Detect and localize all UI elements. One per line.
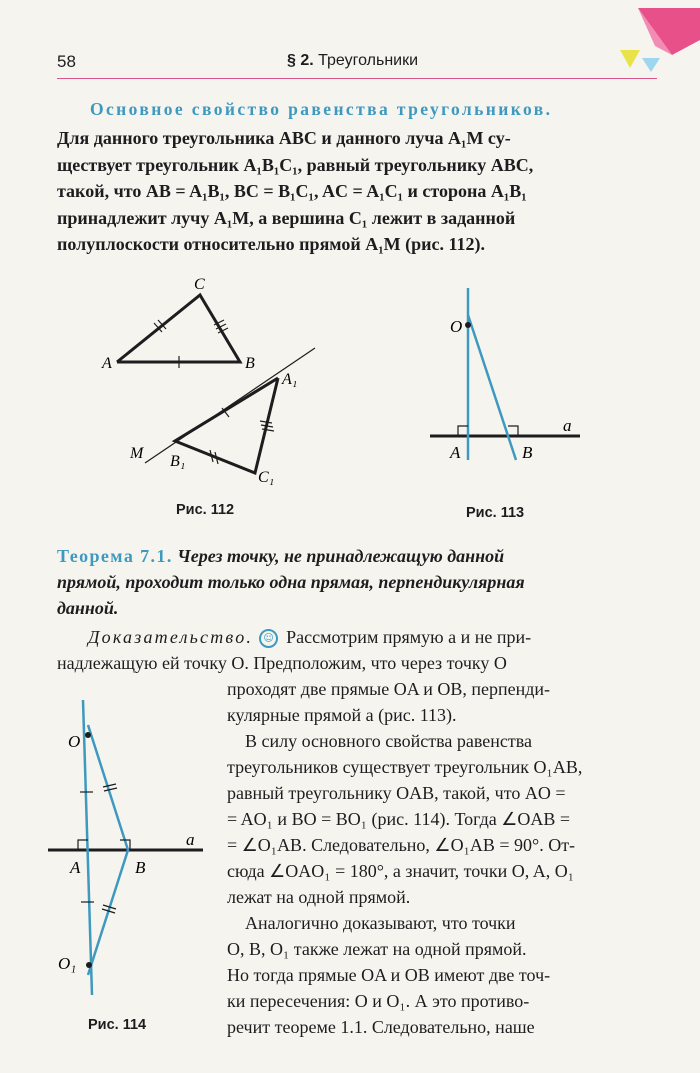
header-divider xyxy=(57,78,657,79)
proof-line: ки пересечения: O и O₁. А это противо- xyxy=(227,991,530,1011)
page-number: 58 xyxy=(57,52,76,71)
fig113-label-o: O xyxy=(450,317,463,336)
fig112-label-a1: A₁ xyxy=(282,371,298,388)
proof-full-line: надлежащую ей точку O. Предположим, что через точку O xyxy=(57,653,507,673)
figure-114 xyxy=(48,695,208,1015)
proof-line: Но тогда прямые OA и OB имеют две точ- xyxy=(227,965,551,985)
proof-line: В силу основного свойства равенства xyxy=(227,731,532,751)
fig114-label-o: O xyxy=(68,732,81,751)
theorem-line: прямой, проходит только одна прямая, перпендикулярная xyxy=(57,572,525,592)
fig114-label-a-line: a xyxy=(186,830,195,849)
proof-line: = ∠O₁AB. Следовательно, ∠O₁AB = 90°. От- xyxy=(227,835,576,855)
theorem-line: данной. xyxy=(57,598,119,618)
fig114-label-a: A xyxy=(70,858,81,877)
fig113-label-b: B xyxy=(522,443,533,462)
fig112-label-c: C xyxy=(194,276,205,293)
fig113-caption: Рис. 113 xyxy=(466,505,525,521)
proof-line: речит теореме 1.1. Следовательно, наше xyxy=(227,1017,535,1037)
proof-line: кулярные прямой a (рис. 113). xyxy=(227,705,457,725)
property-text xyxy=(57,125,657,258)
property-line: ществует треугольник A₁B₁C₁, равный треугольнику ABC, xyxy=(57,154,534,175)
fig113-label-a: A xyxy=(450,443,461,462)
smiley-icon: ☺ xyxy=(259,629,278,648)
proof-label: Доказательство. xyxy=(88,627,254,647)
proof-right-column xyxy=(227,676,657,1040)
proof-line: треугольников существует треугольник O₁AB, xyxy=(227,757,583,777)
proof-line: Аналогично доказывают, что точки xyxy=(227,913,516,933)
fig112-label-c1: C₁ xyxy=(258,469,275,486)
proof-line: равный треугольнику OAB, такой, что AO = xyxy=(227,783,566,803)
theorem-line xyxy=(57,543,657,569)
fig114-caption: Рис. 114 xyxy=(88,1017,147,1033)
fig113-label-a-line: a xyxy=(563,416,572,435)
fig112-label-a: A xyxy=(102,355,112,372)
section-number: § 2. xyxy=(287,52,314,69)
property-heading: Основное свойство равенства треугольников. xyxy=(90,99,553,119)
property-line: принадлежит лучу A₁M, а вершина C₁ лежит в заданной xyxy=(57,207,516,228)
fig112-caption: Рис. 112 xyxy=(176,502,235,518)
proof-line: лежат на одной прямой. xyxy=(227,887,411,907)
property-line: Для данного треугольника ABC и данного луча A₁M су- xyxy=(57,128,511,148)
corner-decoration xyxy=(560,0,700,90)
figure-113 xyxy=(420,280,600,470)
theorem-block xyxy=(57,543,657,621)
theorem-label: Теорема 7.1. xyxy=(57,546,173,566)
fig112-label-m: M xyxy=(130,445,144,462)
fig114-label-o1: O₁ xyxy=(58,954,77,973)
proof-line: = AO₁ и BO = BO₁ (рис. 114). Тогда ∠OAB = xyxy=(227,809,571,829)
fig112-label-b: B xyxy=(245,355,255,372)
proof-line: O, B, O₁ также лежат на одной прямой. xyxy=(227,939,527,959)
fig112-label-b1: B₁ xyxy=(170,453,186,470)
section-header xyxy=(287,52,418,70)
fig114-label-b: B xyxy=(135,858,146,877)
proof-line: проходят две прямые OA и OB, перпенди- xyxy=(227,679,551,699)
property-line: такой, что AB = A₁B₁, BC = B₁C₁, AC = A₁C₁ и сторона A₁B₁ xyxy=(57,181,527,201)
property-line: полуплоскости относительно прямой A₁M (рис. 112). xyxy=(57,234,485,254)
proof-text: Рассмотрим прямую a и не при- xyxy=(286,627,532,647)
proof-line: сюда ∠OAO₁ = 180°, а значит, точки O, A, O₁ xyxy=(227,861,575,881)
proof-first-line xyxy=(88,624,531,650)
section-title: Треугольники xyxy=(318,52,419,69)
theorem-text: Через точку, не принадлежащую данной xyxy=(177,546,505,566)
figure-112 xyxy=(90,268,330,498)
